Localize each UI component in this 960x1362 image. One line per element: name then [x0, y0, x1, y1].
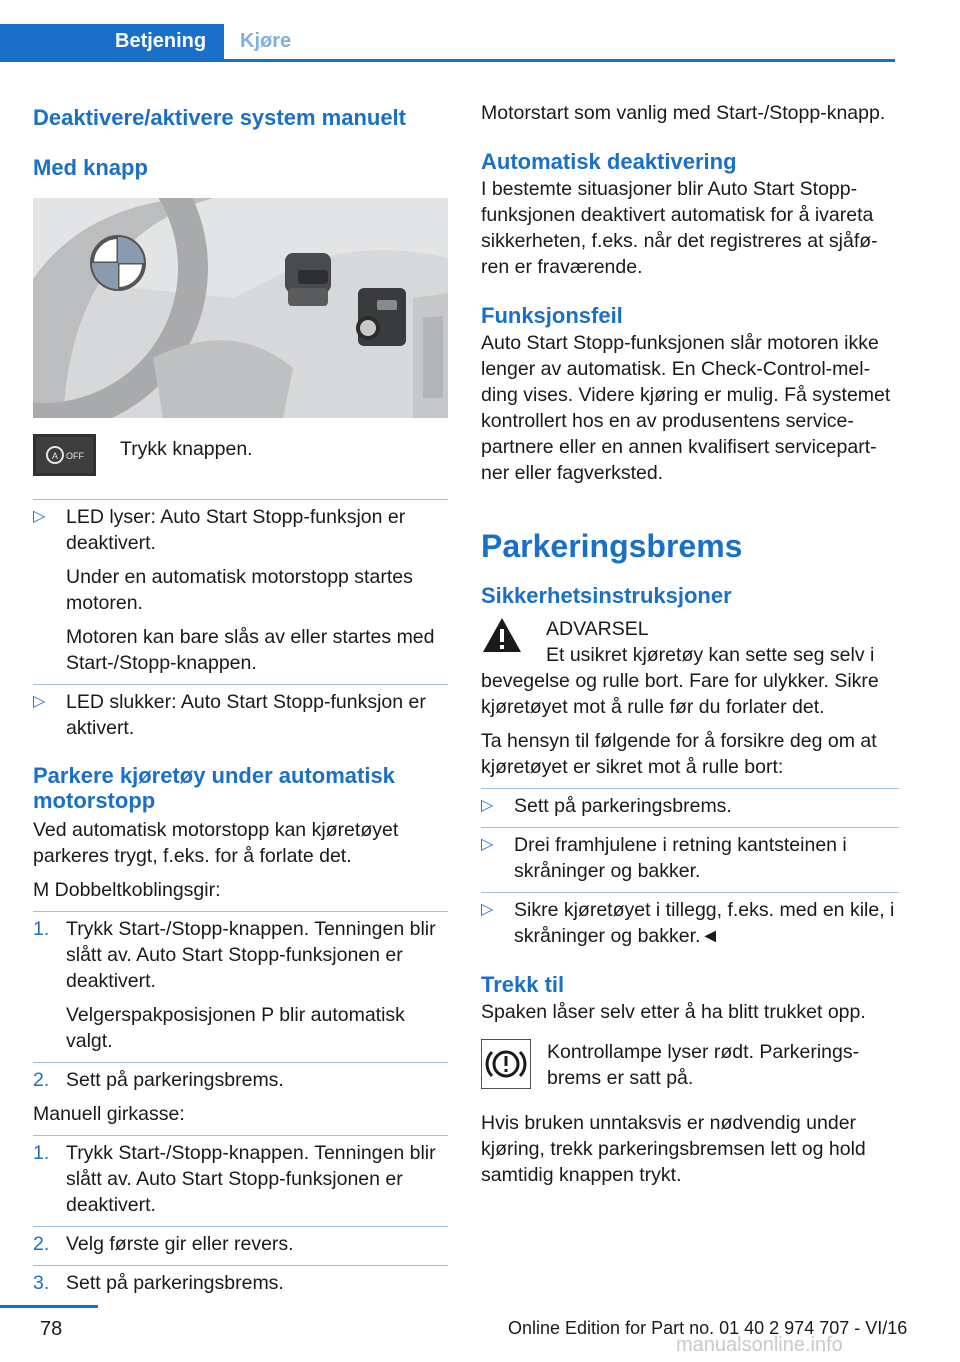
warning-block — [481, 616, 899, 668]
list-divider — [33, 911, 448, 912]
edition-text: Online Edition for Part no. 01 40 2 974 707 - VI/16 — [508, 1318, 908, 1338]
triangle-bullet-icon: ▷ — [33, 693, 46, 710]
list-text: Sett på parkeringsbrems. — [514, 795, 732, 817]
triangle-bullet-icon: ▷ — [481, 797, 494, 814]
tab-betjening[interactable] — [0, 24, 224, 62]
led-off-text: LED slukker: Auto Start Stopp-funksjon er aktivert. — [66, 691, 426, 739]
heading-trekk-til: Trekk til — [481, 972, 565, 997]
header-rule — [0, 59, 895, 62]
led-on-text: LED lyser: Auto Start Stopp-funksjon er deaktivert. — [66, 506, 406, 554]
list-divider — [33, 1226, 448, 1227]
list-item — [33, 1140, 448, 1218]
list-item — [481, 897, 899, 949]
right-column — [481, 100, 899, 1188]
warning-text-block — [546, 616, 874, 668]
heading-parkere: Parkere kjøretøy under automatisk motorstopp — [33, 763, 395, 813]
spaken-text: Spaken låser selv etter å ha blitt trukket opp. — [481, 1001, 866, 1023]
kontrollampe-row — [481, 1039, 899, 1094]
hvis-bruken-text: Hvis bruken unntaksvis er nødvendig under kjøring, trekk parkeringsbremsen lett og hold samtidig knappen trykt. — [481, 1112, 866, 1186]
heading-med-knapp: Med knapp — [33, 155, 148, 180]
list-item — [33, 504, 448, 676]
list-item — [481, 832, 899, 884]
watermark: manualsonline.info — [676, 1334, 843, 1356]
list-item — [33, 1067, 448, 1093]
steering-wheel-illustration — [33, 198, 448, 418]
list-text: Drei framhjulene i retning kantsteinen i skråninger og bakker. — [514, 834, 847, 882]
list-text: Trykk Start-/Stopp-knappen. Tenningen blir slått av. Auto Start Stopp-funksjonen er deaktivert. — [66, 918, 436, 992]
list-text: Sett på parkeringsbrems. — [66, 1272, 284, 1294]
list-text: Velgerspakposisjonen P blir automatisk valgt. — [66, 1004, 405, 1052]
ved-automatisk-text: Ved automatisk motorstopp kan kjøretøyet parkeres trygt, f.eks. for å forlate det. — [33, 819, 399, 867]
list-number: 1. — [33, 1142, 50, 1164]
sikre-list — [481, 793, 899, 949]
list-item — [33, 916, 448, 1054]
manuell-list — [33, 1140, 448, 1296]
heading-sikkerhetsinstruksjoner: Sikkerhetsinstruksjoner — [481, 583, 732, 608]
heading-parkeringsbrems: Parkeringsbrems — [481, 528, 743, 564]
triangle-bullet-icon: ▷ — [481, 901, 494, 918]
triangle-bullet-icon: ▷ — [33, 508, 46, 525]
trykk-knappen-row — [33, 434, 448, 481]
warning-text-1: Et usikret kjøretøy kan sette seg selv i — [546, 644, 875, 666]
list-number: 2. — [33, 1233, 50, 1255]
parking-brake-indicator-icon — [481, 1039, 531, 1094]
list-text: Sikre kjøretøyet i tillegg, f.eks. med en kile, i skråninger og bakker.◄ — [514, 899, 895, 947]
list-divider — [481, 788, 899, 789]
list-number: 3. — [33, 1272, 50, 1294]
list-number: 1. — [33, 918, 50, 940]
list-divider — [33, 1062, 448, 1063]
kontrollampe-text: Kontrollampe lyser rødt. Parkerings-brems er satt på. — [547, 1041, 860, 1089]
svg-text:OFF: OFF — [66, 451, 84, 461]
list-text: Trykk Start-/Stopp-knappen. Tenningen blir slått av. Auto Start Stopp-funksjonen er deaktivert. — [66, 1142, 436, 1216]
tab-kjore-label: Kjøre — [240, 30, 292, 52]
warning-text-2: bevegelse og rulle bort. Fare for ulykker. Sikre kjøretøyet mot å rulle før du forlater det. — [481, 670, 879, 718]
heading-auto-deaktivering: Automatisk deaktivering — [481, 149, 737, 174]
tab-betjening-label: Betjening — [115, 30, 207, 52]
auto-start-stop-off-button-icon — [33, 434, 96, 481]
warning-title: ADVARSEL — [546, 618, 649, 640]
ta-hensyn-text: Ta hensyn til følgende for å forsikre deg om at kjøretøyet er sikret mot å rulle bort: — [481, 730, 877, 778]
motorstart-text: Motorstart som vanlig med Start-/Stopp-knapp. — [481, 102, 886, 124]
steering-wheel-photo — [33, 198, 448, 418]
warning-triangle-icon — [481, 616, 523, 659]
list-item — [33, 689, 448, 741]
m-dobbelt-text: M Dobbeltkoblingsgir: — [33, 879, 221, 901]
svg-text:A: A — [51, 451, 59, 461]
tab-kjore[interactable] — [240, 30, 291, 53]
m-list — [33, 916, 448, 1093]
triangle-bullet-icon: ▷ — [481, 836, 494, 853]
list-divider — [481, 892, 899, 893]
auto-deaktivering-text: I bestemte situasjoner blir Auto Start Stopp-funksjonen deaktivert automatisk for å ivareta sikkerheten, f.eks. når det registreres at sjåfø-ren er fraværende. — [481, 178, 878, 278]
led-on-text-2: Under en automatisk motorstopp startes motoren. — [66, 566, 413, 614]
led-on-text-3: Motoren kan bare slås av eller startes med Start-/Stopp-knappen. — [66, 626, 435, 674]
list-divider — [33, 1135, 448, 1136]
list-text: Sett på parkeringsbrems. — [66, 1069, 284, 1091]
footer-rule — [0, 1305, 98, 1308]
heading-funksjonsfeil: Funksjonsfeil — [481, 303, 623, 328]
list-text: Velg første gir eller revers. — [66, 1233, 294, 1255]
list-divider — [33, 499, 448, 500]
left-column — [33, 100, 448, 1296]
list-divider — [33, 684, 448, 685]
led-list — [33, 504, 448, 741]
list-item — [33, 1270, 448, 1296]
list-divider — [481, 827, 899, 828]
trykk-knappen-text: Trykk knappen. — [120, 438, 253, 460]
list-number: 2. — [33, 1069, 50, 1091]
manuell-girkasse-text: Manuell girkasse: — [33, 1103, 185, 1125]
list-item — [33, 1231, 448, 1257]
header-tabs — [0, 0, 895, 62]
list-divider — [33, 1265, 448, 1266]
funksjonsfeil-text: Auto Start Stopp-funksjonen slår motoren ikke lenger av automatisk. En Check-Control-mel-ding vises. Videre kjøring er mulig. Få systemet kontrollert hos en av produsentens service-partnere eller en annen kvalifisert servicepart-ner eller fagverksted. — [481, 332, 891, 484]
heading-deaktivere: Deaktivere/aktivere system manuelt — [33, 105, 406, 130]
list-item — [481, 793, 899, 819]
page-number: 78 — [40, 1318, 63, 1340]
